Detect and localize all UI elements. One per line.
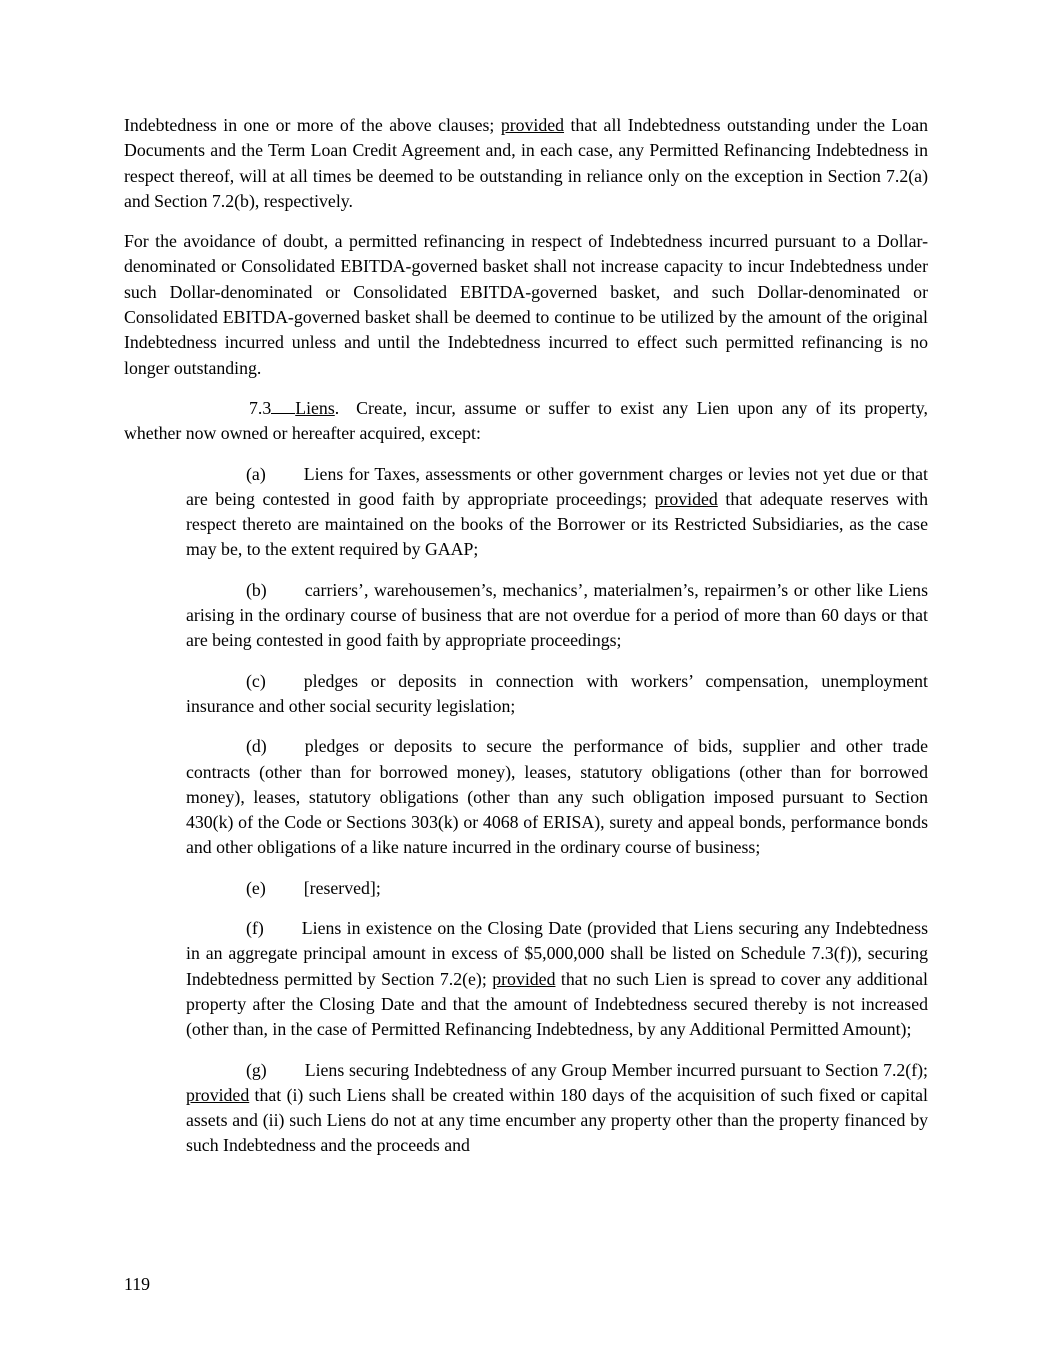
underlined-text-run: provided (186, 1084, 250, 1105)
text-run: (a) (246, 463, 266, 484)
underlined-text-run: Liens (295, 397, 335, 418)
text-run: that all Indebtedness outstanding under the Loan Documents and the Term Loan Credit Agreement and, in each case, any Permitted Refinancing Indebtedness in respect thereof, will at all times be deemed to be outstanding in reliance only on the exception in Section 7.2(a) and Section 7.2(b), respectively. (124, 115, 929, 211)
clause-e (186, 876, 928, 901)
tab-space (266, 479, 304, 480)
clause-b (186, 578, 928, 654)
text-run: For the avoidance of doubt, a permitted refinancing in respect of Indebtedness incurred pursuant to a Dollar-denominated or Consolidated EBITDA-governed basket shall not increase capacity to incur Indebtedness under such Dollar-denominated or Consolidated EBITDA-governed basket, and such Dollar-denominated or Consolidated EBITDA-governed basket shall be deemed to continue to be utilized by the amount of the original Indebtedness incurred unless and until the Indebtedness incurred to effect such permitted refinancing is no longer outstanding. (124, 231, 928, 378)
underlined-tab-space (271, 412, 295, 414)
text-run: Liens for Taxes, assessments or other government charges or levies not yet due or that are being contested in good faith by appropriate proceedings; (186, 463, 928, 509)
tab-space (266, 686, 304, 687)
text-run: carriers’, warehousemen’s, mechanics’, materialmen’s, repairmen’s or other like Liens arising in the ordinary course of business that are not overdue for a period of more than 60 days or that are being contested in good faith by appropriate proceedings; (186, 579, 928, 651)
underlined-text-run: provided (500, 115, 565, 135)
text-run: Indebtedness in one or more of the above clauses; (124, 115, 501, 135)
text-run: (e) (246, 877, 266, 898)
continuation-paragraph (124, 113, 928, 214)
avoidance-of-doubt-paragraph (124, 229, 928, 381)
clause-f (186, 916, 928, 1042)
page-number: 119 (124, 1274, 151, 1294)
text-run: (f) (246, 918, 264, 939)
clause-a (186, 462, 928, 563)
text-run: Liens securing Indebtedness of any Group Member incurred pursuant to Section 7.2(f); (304, 1059, 928, 1080)
text-run: Liens in existence on the Closing Date (provided that Liens securing any Indebtedness in an aggregate principal amount in excess of $5,000,000 shall be listed on Schedule 7.3(f)), securing Indebtedness permitted by Section 7.2(e); (186, 918, 928, 989)
text-run: that no such Lien is spread to cover any additional property after the Closing Date and that the amount of Indebtedness secured thereby is not increased (other than, in the case of Permitted Refinancing Indebtedness, by any Additional Permitted Amount); (186, 968, 928, 1040)
underlined-text-run: provided (654, 488, 718, 509)
text-run: that adequate reserves with respect thereto are maintained on the books of the Borrower or its Restricted Subsidiaries, as the case may be, to the extent required by GAAP; (186, 488, 928, 560)
tab-space (266, 893, 304, 894)
clause-g (186, 1058, 928, 1159)
underlined-text-run: provided (492, 968, 556, 989)
text-run: (b) (246, 579, 267, 600)
tab-space (267, 595, 305, 596)
clause-d (186, 734, 928, 860)
text-run: (c) (246, 670, 266, 691)
text-run: . Create, incur, assume or suffer to exist any Lien upon any of its property, whether now owned or hereafter acquired, except: (124, 397, 928, 444)
text-run: pledges or deposits in connection with workers’ compensation, unemployment insurance and other social security legislation; (186, 670, 928, 716)
tab-space (264, 933, 302, 934)
tab-space (267, 1075, 305, 1076)
section-7-3-liens (124, 396, 928, 447)
text-run: that (i) such Liens shall be created within 180 days of the acquisition of such fixed or capital assets and (ii) such Liens do not at any time encumber any property other than the property financed by such Indebtedness and the proceeds and (186, 1084, 928, 1156)
text-run: (g) (246, 1059, 267, 1080)
text-run: (d) (246, 736, 267, 757)
clause-c (186, 669, 928, 720)
text-run: [reserved]; (303, 877, 381, 898)
document-paragraphs (124, 113, 928, 1174)
text-run: 7.3 (249, 397, 272, 418)
tab-space (267, 751, 305, 752)
text-run: pledges or deposits to secure the performance of bids, supplier and other trade contracts (other than for borrowed money), leases, statutory obligations (other than for borrowed money), leases, statutory obligations (other than any such obligation imposed pursuant to Section 430(k) of the Code or Sections 303(k) or 4068 of ERISA), surety and appeal bonds, performance bonds and other obligations of a like nature incurred in the ordinary course of business; (186, 736, 928, 858)
